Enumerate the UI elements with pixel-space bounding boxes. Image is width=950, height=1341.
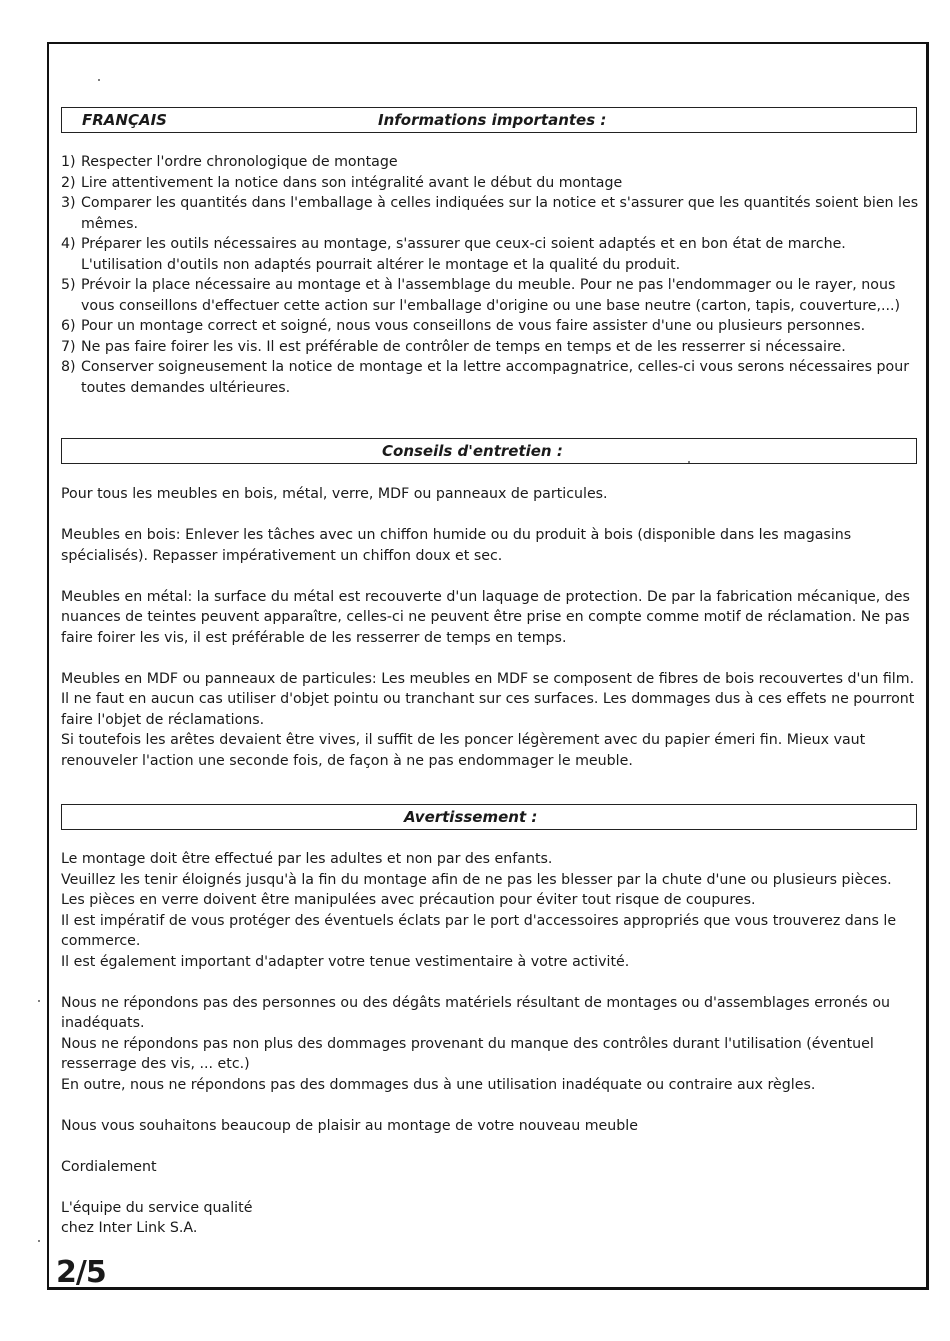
list-item — [61, 337, 921, 358]
section-title-avertissement: Avertissement : — [404, 808, 538, 826]
list-item — [61, 152, 921, 173]
section-header-entretien — [61, 438, 917, 464]
signature-line-1: L'équipe du service qualité — [61, 1199, 253, 1216]
list-number: 8) — [61, 359, 76, 375]
page-number: 2/5 — [56, 1255, 106, 1290]
list-item-text: Prévoir la place nécessaire au montage et à l'assemblage du meuble. Pour ne pas l'endommager ou le rayer, nous vous conseillons d'effectuer cette action sur l'emballage d'origine ou une base neutre (carton, tapis, couverture,...) — [81, 277, 901, 314]
signature-line-2: chez Inter Link S.A. — [61, 1220, 198, 1236]
list-item-text: Lire attentivement la notice dans son intégralité avant le début du montage — [81, 174, 623, 191]
list-item — [61, 193, 921, 234]
language-label: FRANÇAIS — [82, 111, 167, 129]
warning-line: Veuillez les tenir éloignés jusqu'à la fin du montage afin de ne pas les blesser par la chute d'une ou plusieurs pièces. — [61, 871, 892, 888]
scan-speck — [98, 79, 100, 81]
entretien-intro: Pour tous les meubles en bois, métal, verre, MDF ou panneaux de particules. — [61, 486, 608, 502]
list-item — [61, 357, 921, 398]
entretien-bois: Meubles en bois: Enlever les tâches avec un chiffon humide ou du produit à bois (disponible dans les magasins spécialisés). Repasser impérativement un chiffon doux et sec. — [61, 527, 852, 564]
scan-speck — [688, 461, 690, 463]
avertissement-body — [61, 849, 916, 1239]
list-item-text: Pour un montage correct et soigné, nous vous conseillons de vous faire assister d'une ou plusieurs personnes. — [81, 318, 866, 334]
closing-text: Cordialement — [61, 1158, 157, 1175]
entretien-metal: Meubles en métal: la surface du métal est recouverte d'un laquage de protection. De par la fabrication mécanique, des nuances de teintes peuvent apparaître, celles-ci ne peuvent être prise en compte comme motif de réclamation. Ne pas faire foirer les vis, il est préférable de les resserrer de temps en temps. — [61, 588, 910, 646]
liability-line: Nous ne répondons pas non plus des dommages provenant du manque des contrôles durant l'utilisation (éventuel resserrage des vis, ... etc.) — [61, 1035, 874, 1072]
scan-speck — [38, 1240, 40, 1242]
warning-line: Le montage doit être effectué par les adultes et non par des enfants. — [61, 851, 553, 867]
list-number: 1) — [61, 154, 76, 170]
list-item-text: Respecter l'ordre chronologique de montage — [81, 154, 398, 170]
wish-text: Nous vous souhaitons beaucoup de plaisir au montage de votre nouveau meuble — [61, 1117, 638, 1134]
list-item-text: Ne pas faire foirer les vis. Il est préférable de contrôler de temps en temps et de les resserrer si nécessaire. — [81, 338, 846, 355]
scan-speck — [38, 1000, 40, 1002]
list-item — [61, 173, 921, 194]
list-item — [61, 234, 921, 275]
list-item — [61, 316, 921, 337]
warning-line: Il est impératif de vous protéger des éventuels éclats par le port d'accessoires appropriés que vous trouverez dans le commerce. — [61, 912, 897, 949]
list-number: 5) — [61, 277, 76, 293]
list-item-text: Préparer les outils nécessaires au montage, s'assurer que ceux-ci soient adaptés et en bon état de marche. L'utilisation d'outils non adaptés pourrait altérer le montage et la qualité du produit. — [81, 236, 846, 273]
list-item-text: Comparer les quantités dans l'emballage à celles indiquées sur la notice et s'assurer que les quantités soient bien les mêmes. — [81, 195, 919, 232]
liability-line: Nous ne répondons pas des personnes ou des dégâts matériels résultant de montages ou d'assemblages erronés ou inadéquats. — [61, 994, 891, 1031]
list-number: 4) — [61, 236, 76, 252]
instructions-list — [61, 152, 921, 398]
list-item — [61, 275, 921, 316]
warning-line: Il est également important d'adapter votre tenue vestimentaire à votre activité. — [61, 953, 630, 970]
entretien-aretes: Si toutefois les arêtes devaient être vives, il suffit de les poncer légèrement avec du papier émeri fin. Mieux vaut renouveler l'action une seconde fois, de façon à ne pas endommager le meuble. — [61, 732, 866, 769]
list-number: 2) — [61, 174, 76, 191]
list-number: 6) — [61, 318, 76, 334]
entretien-mdf: Meubles en MDF ou panneaux de particules: Les meubles en MDF se composent de fibres de bois recouvertes d'un film. Il ne faut en aucun cas utiliser d'objet pointu ou tranchant sur ces surfaces. Les dommages dus à ces effets ne pourront faire l'objet de réclamations. — [61, 670, 915, 728]
section-header-informations — [61, 107, 917, 133]
warning-line: Les pièces en verre doivent être manipulées avec précaution pour éviter tout risque de coupures. — [61, 892, 756, 908]
entretien-body — [61, 484, 916, 771]
liability-line: En outre, nous ne répondons pas des dommages dus à une utilisation inadéquate ou contraire aux règles. — [61, 1076, 816, 1093]
section-title-entretien: Conseils d'entretien : — [382, 442, 563, 460]
list-item-text: Conserver soigneusement la notice de montage et la lettre accompagnatrice, celles-ci vous serons nécessaires pour toutes demandes ultérieures. — [81, 359, 910, 396]
section-title-informations: Informations importantes : — [378, 111, 607, 129]
section-header-avertissement — [61, 804, 917, 830]
list-number: 7) — [61, 338, 76, 355]
list-number: 3) — [61, 195, 76, 211]
